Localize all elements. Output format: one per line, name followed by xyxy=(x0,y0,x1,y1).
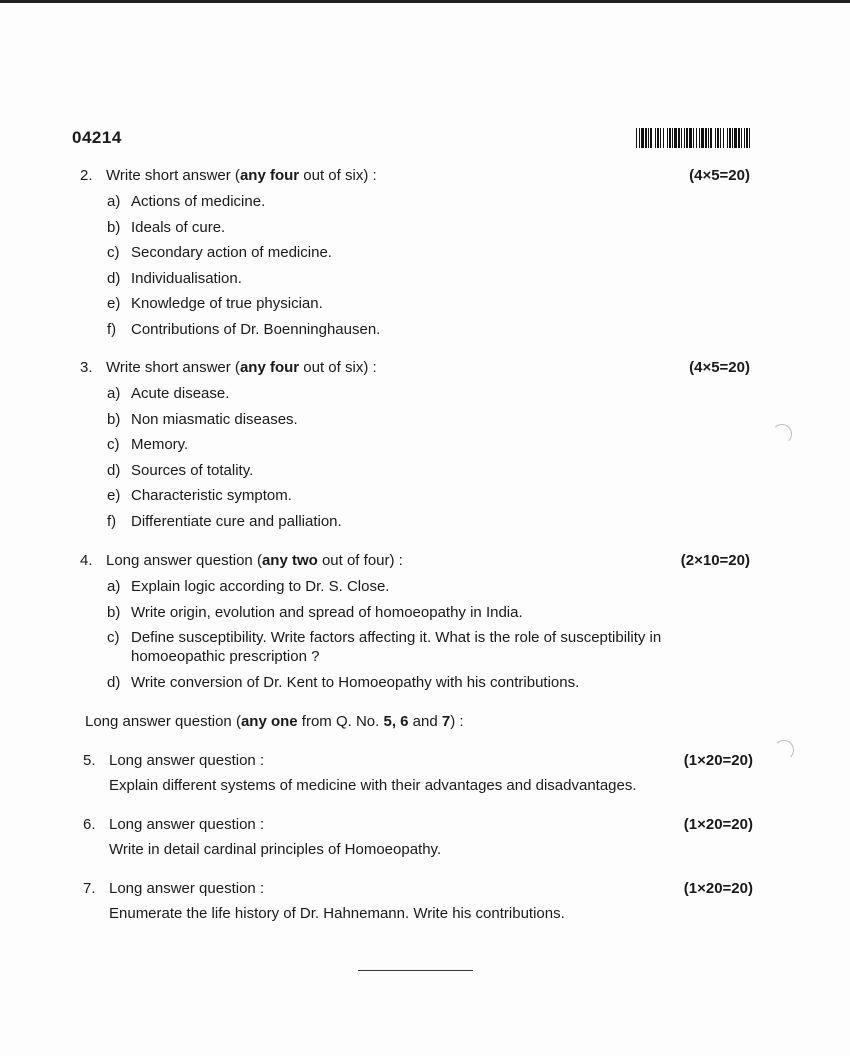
question-title: Long answer question : xyxy=(109,816,265,833)
punch-hole-mark xyxy=(772,424,792,444)
list-item xyxy=(107,410,750,429)
option-text: Contributions of Dr. Boenninghausen. xyxy=(131,320,381,338)
list-item xyxy=(107,435,750,454)
question-marks: (1×20=20) xyxy=(683,816,753,833)
instruction-bold: 7 xyxy=(441,713,451,730)
question-3 xyxy=(80,358,750,537)
question-prompt-post: out of six) : xyxy=(299,359,377,376)
options-list xyxy=(80,384,750,531)
instruction-text: and xyxy=(408,713,442,730)
list-item xyxy=(107,673,750,692)
list-item xyxy=(107,512,750,531)
option-text: Write origin, evolution and spread of homoeopathy in India. xyxy=(131,603,523,621)
list-item xyxy=(107,461,750,480)
question-text: Enumerate the life history of Dr. Hahnemann. Write his contributions. xyxy=(109,905,565,922)
option-letter: b) xyxy=(107,410,121,428)
option-letter: b) xyxy=(107,603,121,621)
list-item xyxy=(107,577,750,596)
question-number: 6. xyxy=(83,816,96,833)
list-item xyxy=(107,603,750,622)
option-letter: c) xyxy=(107,436,120,453)
question-prompt-pre: Long answer question ( xyxy=(106,552,262,569)
option-letter: d) xyxy=(107,269,121,287)
option-text: Explain logic according to Dr. S. Close. xyxy=(131,578,390,595)
question-prompt-post: out of six) : xyxy=(299,167,377,184)
option-letter: d) xyxy=(107,461,121,479)
list-item xyxy=(107,628,721,666)
question-text: Explain different systems of medicine with their advantages and disadvantages. xyxy=(109,777,637,794)
option-text: Sources of totality. xyxy=(131,461,254,479)
option-text: Differentiate cure and palliation. xyxy=(131,512,342,530)
question-marks: (1×20=20) xyxy=(683,880,753,897)
question-prompt-bold: any two xyxy=(261,552,318,569)
option-letter: a) xyxy=(107,385,121,402)
instruction-bold: 5, 6 xyxy=(383,713,409,730)
question-number: 4. xyxy=(80,552,93,569)
option-text: Non miasmatic diseases. xyxy=(131,410,298,428)
option-text: Knowledge of true physician. xyxy=(131,295,323,312)
option-letter: a) xyxy=(107,578,121,595)
paper-code: 04214 xyxy=(72,128,122,147)
question-prompt-pre: Write short answer ( xyxy=(106,359,240,376)
option-letter: e) xyxy=(107,295,121,312)
question-marks: (1×20=20) xyxy=(683,752,753,769)
long-answer-instruction xyxy=(85,712,464,732)
instruction-bold: any one xyxy=(240,713,298,730)
option-letter: e) xyxy=(107,487,121,504)
question-number: 7. xyxy=(83,880,96,897)
options-list xyxy=(80,192,750,339)
end-of-paper-rule xyxy=(358,970,473,971)
list-item xyxy=(107,294,750,313)
question-2 xyxy=(80,166,750,345)
instruction-text: from Q. No. xyxy=(297,713,384,730)
option-letter: f) xyxy=(107,320,117,338)
option-text: Ideals of cure. xyxy=(131,218,226,236)
list-item xyxy=(107,320,750,339)
question-marks: (2×10=20) xyxy=(680,552,750,569)
option-text: Actions of medicine. xyxy=(131,193,266,210)
option-text: Define susceptibility. Write factors affecting it. What is the role of susceptibility in homoeopathic prescription ? xyxy=(131,629,662,665)
list-item xyxy=(107,384,750,403)
question-5 xyxy=(83,751,753,796)
options-list xyxy=(80,577,750,692)
question-prompt-post: out of four) : xyxy=(317,552,403,569)
list-item xyxy=(107,486,750,505)
question-title: Long answer question : xyxy=(109,752,265,769)
question-prompt-bold: any four xyxy=(239,167,300,184)
option-letter: d) xyxy=(107,673,121,691)
option-letter: a) xyxy=(107,193,121,210)
question-prompt-pre: Write short answer ( xyxy=(106,167,240,184)
option-letter: c) xyxy=(107,629,120,646)
list-item xyxy=(107,269,750,288)
question-marks: (4×5=20) xyxy=(689,359,750,376)
question-number: 3. xyxy=(80,359,93,376)
list-item xyxy=(107,218,750,237)
instruction-text: ) : xyxy=(450,713,464,730)
question-prompt-bold: any four xyxy=(239,359,300,376)
option-text: Memory. xyxy=(131,436,189,453)
scan-top-edge xyxy=(0,0,850,3)
question-number: 5. xyxy=(83,752,96,769)
list-item xyxy=(107,243,750,262)
barcode-icon xyxy=(636,128,750,148)
question-6 xyxy=(83,815,753,860)
question-4 xyxy=(80,551,750,698)
option-letter: c) xyxy=(107,244,120,261)
question-7 xyxy=(83,879,753,924)
question-number: 2. xyxy=(80,167,93,184)
punch-hole-mark xyxy=(774,740,794,760)
option-text: Acute disease. xyxy=(131,385,230,402)
option-letter: b) xyxy=(107,218,121,236)
instruction-text: Long answer question ( xyxy=(85,713,241,730)
option-text: Write conversion of Dr. Kent to Homoeopathy with his contributions. xyxy=(131,673,580,691)
option-text: Secondary action of medicine. xyxy=(131,244,332,261)
option-letter: f) xyxy=(107,512,117,530)
option-text: Individualisation. xyxy=(131,269,242,287)
option-text: Characteristic symptom. xyxy=(131,487,292,504)
question-marks: (4×5=20) xyxy=(689,167,750,184)
question-text: Write in detail cardinal principles of Homoeopathy. xyxy=(109,841,442,858)
list-item xyxy=(107,192,750,211)
question-title: Long answer question : xyxy=(109,880,265,897)
